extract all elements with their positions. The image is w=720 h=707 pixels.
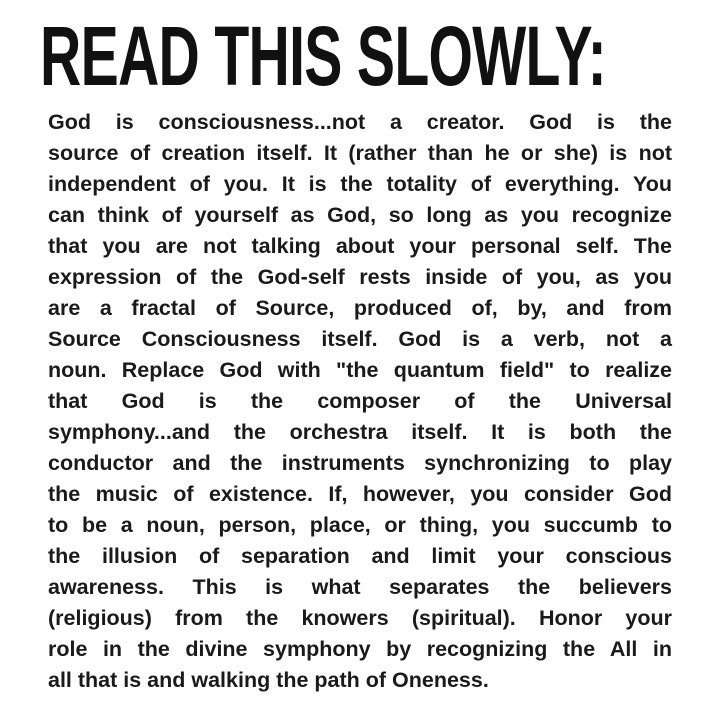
quote-line: (religious) from the knowers (spiritual). Honor your [48, 606, 672, 630]
quote-line: can think of yourself as God, so long as you recognize [48, 203, 672, 227]
quote-line: that God is the composer of the Universal [48, 389, 672, 413]
quote-line: role in the divine symphony by recognizing the All in [48, 637, 672, 661]
quote-line: symphony...and the orchestra itself. It is both the [48, 420, 672, 444]
quote-line: to be a noun, person, place, or thing, you succumb to [48, 513, 672, 537]
quote-line: are a fractal of Source, produced of, by, and from [48, 296, 672, 320]
quote-line: conductor and the instruments synchronizing to play [48, 451, 672, 475]
quote-line: expression of the God-self rests inside of you, as you [48, 265, 672, 289]
quote-line: independent of you. It is the totality of everything. You [48, 172, 672, 196]
quote-line: the music of existence. If, however, you consider God [48, 482, 672, 506]
quote-line: all that is and walking the path of Oneness. [48, 668, 489, 692]
quote-line: the illusion of separation and limit your conscious [48, 544, 672, 568]
quote-body [48, 107, 672, 696]
page-title: READ THIS SLOWLY: [40, 9, 607, 103]
quote-line: God is consciousness...not a creator. God is the [48, 110, 672, 134]
quote-line: noun. Replace God with "the quantum field" to realize [48, 358, 672, 382]
quote-line: source of creation itself. It (rather than he or she) is not [48, 141, 672, 165]
quote-line: Source Consciousness itself. God is a verb, not a [48, 327, 672, 351]
quote-line: that you are not talking about your personal self. The [48, 234, 672, 258]
quote-line: awareness. This is what separates the believers [48, 575, 672, 599]
